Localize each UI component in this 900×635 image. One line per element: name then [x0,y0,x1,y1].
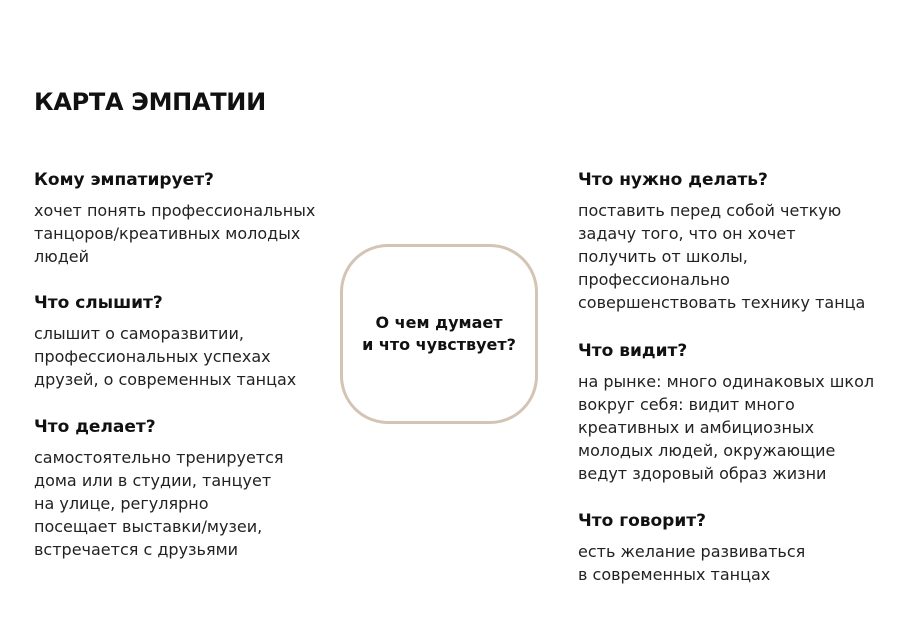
section-text [578,199,865,314]
section-says [578,510,805,586]
text-line: танцоров/креативных молодых [34,224,301,243]
section-text [34,199,315,268]
section-heading: Кому эмпатирует? [34,170,214,190]
section-heading: Что слышит? [34,293,163,313]
section-heading: Что нужно делать? [578,170,768,190]
text-line: дома или в студии, танцует [34,471,272,490]
text-line: на улице, регулярно [34,494,209,513]
text-line: вокруг себя: видит много [578,395,795,414]
text-line: есть желание развиваться [578,542,806,561]
section-heading: Что говорит? [578,511,706,531]
text-line: самостоятельно тренируется [34,448,284,467]
text-line: молодых людей, окружающие [578,441,836,460]
text-line: хочет понять профессиональных [34,201,316,220]
text-line: друзей, о современных танцах [34,370,297,389]
section-text [34,446,284,561]
section-text [34,322,296,391]
section-heading: Что видит? [578,341,688,361]
center-text-line: и что чувствует? [362,335,516,354]
section-text [578,370,874,485]
text-line: на рынке: много одинаковых школ [578,372,875,391]
text-line: креативных и амбициозных [578,418,815,437]
center-thinks-feels-box [340,244,538,424]
text-line: получить от школы, [578,247,748,266]
section-does [34,416,284,561]
text-line: профессионально [578,270,730,289]
text-line: профессиональных успехах [34,347,271,366]
text-line: в современных танцах [578,565,771,584]
text-line: совершенствовать технику танца [578,293,866,312]
text-line: поставить перед собой четкую [578,201,842,220]
text-line: посещает выставки/музеи, [34,517,263,536]
section-needs-to-do [578,169,865,314]
section-whom-empathizes [34,169,315,268]
text-line: людей [34,247,89,266]
text-line: ведут здоровый образ жизни [578,464,827,483]
section-hears [34,292,296,391]
text-line: задачу того, что он хочет [578,224,796,243]
center-text-line: О чем думает [375,313,503,332]
text-line: слышит о саморазвитии, [34,324,244,343]
text-line: встречается с друзьями [34,540,239,559]
section-sees [578,340,874,485]
section-text [578,540,805,586]
page-title: КАРТА ЭМПАТИИ [34,88,266,116]
section-heading: Что делает? [34,417,156,437]
